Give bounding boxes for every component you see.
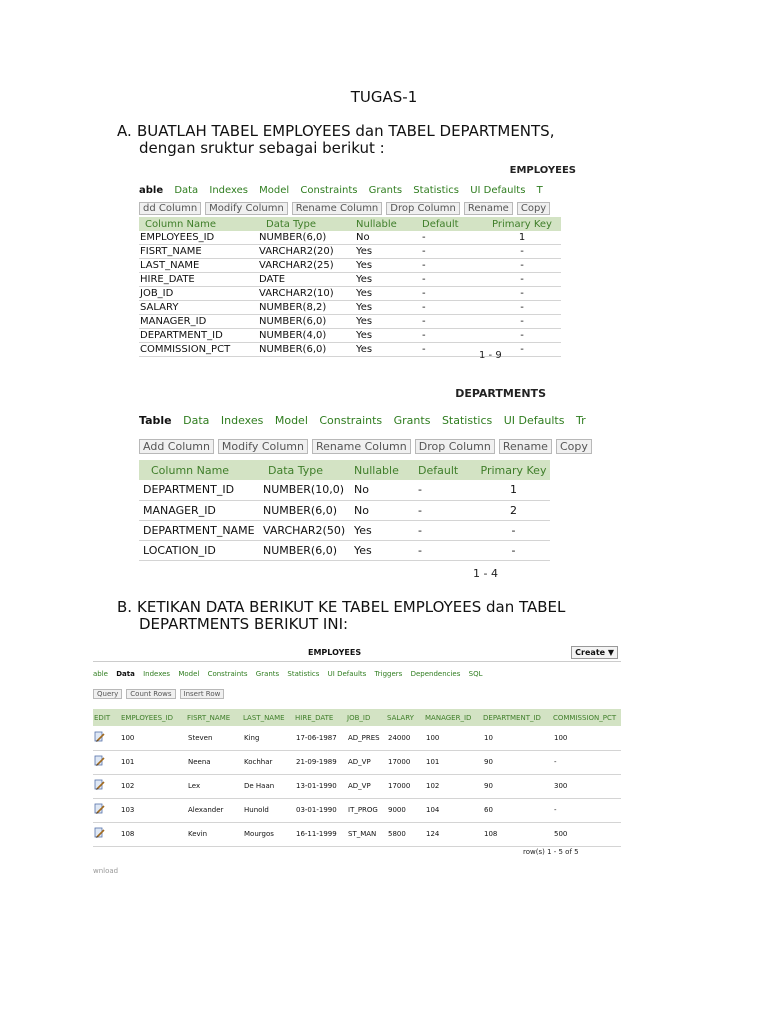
table-cell: 102 xyxy=(424,774,482,798)
table-cell: 2 xyxy=(477,500,550,520)
table-row xyxy=(139,480,550,500)
tab-triggers[interactable]: Triggers xyxy=(374,670,403,678)
table-cell: 16-11-1999 xyxy=(294,822,346,846)
table-cell: 17000 xyxy=(386,750,424,774)
tab-table[interactable]: able xyxy=(93,670,108,678)
table-cell: LOCATION_ID xyxy=(139,540,262,560)
tab-constraints[interactable]: Constraints xyxy=(207,670,248,678)
table-cell: 100 xyxy=(424,726,482,750)
table-cell: 1 xyxy=(483,231,561,245)
table-header-row xyxy=(139,460,550,480)
table-cell: NUMBER(6,0) xyxy=(258,315,355,329)
column-header: JOB_ID xyxy=(346,709,386,726)
table-cell: DEPARTMENT_ID xyxy=(139,480,262,500)
section-b-line1: KETIKAN DATA BERIKUT KE TABEL EMPLOYEES dan TABEL xyxy=(137,598,566,616)
table-cell: Yes xyxy=(355,259,421,273)
table-cell: 103 xyxy=(119,798,186,822)
edit-pencil-icon[interactable] xyxy=(94,827,106,839)
table-row xyxy=(93,750,621,774)
query-button[interactable]: Query xyxy=(93,689,122,699)
table-row xyxy=(93,726,621,750)
table-row xyxy=(93,774,621,798)
table-cell: - xyxy=(477,520,550,540)
section-a-line1: BUATLAH TABEL EMPLOYEES dan TABEL DEPARTMENTS, xyxy=(137,122,555,140)
table-cell: 17000 xyxy=(386,774,424,798)
column-header: Primary Key xyxy=(483,217,561,231)
column-header: Data Type xyxy=(262,460,353,480)
tab-model[interactable]: Model xyxy=(274,414,308,427)
table-cell: VARCHAR2(25) xyxy=(258,259,355,273)
edit-pencil-icon[interactable] xyxy=(94,803,106,815)
table-cell: 24000 xyxy=(386,726,424,750)
table-cell: Kevin xyxy=(186,822,242,846)
table-row xyxy=(139,540,550,560)
table-cell: SALARY xyxy=(139,301,258,315)
table-cell: - xyxy=(483,287,561,301)
copy-button[interactable]: Copy xyxy=(556,439,592,454)
employees-data-screenshot xyxy=(93,646,621,878)
table-cell: - xyxy=(483,245,561,259)
tab-table[interactable]: able xyxy=(139,185,164,196)
table-cell: NUMBER(6,0) xyxy=(258,231,355,245)
table-cell: - xyxy=(483,315,561,329)
tab-sql[interactable]: SQL xyxy=(468,670,483,678)
table-cell: Lex xyxy=(186,774,242,798)
tab-constraints[interactable]: Constraints xyxy=(300,185,358,196)
edit-pencil-icon[interactable] xyxy=(94,731,106,743)
employees-data-title: EMPLOYEES xyxy=(308,648,362,657)
edit-cell[interactable] xyxy=(93,726,119,750)
table-cell: No xyxy=(353,500,417,520)
table-cell: DEPARTMENT_NAME xyxy=(139,520,262,540)
employees-data-toolbar xyxy=(93,689,228,699)
table-cell: - xyxy=(421,301,483,315)
table-cell: Yes xyxy=(355,301,421,315)
section-b-line2: DEPARTMENTS BERIKUT INI: xyxy=(139,615,349,633)
tab-grants[interactable]: Grants xyxy=(368,185,403,196)
table-cell: 1 xyxy=(477,480,550,500)
column-header: EMPLOYEES_ID xyxy=(119,709,186,726)
column-header: LAST_NAME xyxy=(242,709,294,726)
table-cell: 101 xyxy=(424,750,482,774)
table-cell: NUMBER(8,2) xyxy=(258,301,355,315)
table-cell: Alexander xyxy=(186,798,242,822)
table-cell: 500 xyxy=(552,822,621,846)
table-cell: COMMISSION_PCT xyxy=(139,343,258,357)
employees-data-pager: row(s) 1 - 5 of 5 xyxy=(523,848,579,856)
table-cell: - xyxy=(421,245,483,259)
section-a-line2: dengan sruktur sebagai berikut : xyxy=(139,139,385,157)
table-cell: Neena xyxy=(186,750,242,774)
rename-column-button[interactable]: Rename Column xyxy=(312,439,411,454)
table-cell: HIRE_DATE xyxy=(139,273,258,287)
table-cell: No xyxy=(353,480,417,500)
tab-data[interactable]: Data xyxy=(174,185,199,196)
employees-data-table xyxy=(93,709,621,847)
table-cell: No xyxy=(355,231,421,245)
table-cell: - xyxy=(417,500,477,520)
edit-cell[interactable] xyxy=(93,774,119,798)
table-cell: - xyxy=(552,750,621,774)
table-row xyxy=(139,329,561,343)
edit-cell[interactable] xyxy=(93,750,119,774)
insert-row-button[interactable]: Insert Row xyxy=(180,689,225,699)
table-cell: MANAGER_ID xyxy=(139,315,258,329)
table-cell: MANAGER_ID xyxy=(139,500,262,520)
table-cell: 108 xyxy=(482,822,552,846)
table-cell: NUMBER(4,0) xyxy=(258,329,355,343)
table-cell: JOB_ID xyxy=(139,287,258,301)
table-cell: - xyxy=(421,315,483,329)
table-cell: 100 xyxy=(552,726,621,750)
table-row xyxy=(139,500,550,520)
tab-grants[interactable]: Grants xyxy=(255,670,280,678)
table-cell: - xyxy=(483,273,561,287)
table-cell: ST_MAN xyxy=(346,822,386,846)
column-header: Column Name xyxy=(139,217,258,231)
table-cell: - xyxy=(421,287,483,301)
table-cell: - xyxy=(477,540,550,560)
rename-button[interactable]: Rename xyxy=(464,202,513,215)
tab-statistics[interactable]: Statistics xyxy=(441,414,493,427)
table-cell: 102 xyxy=(119,774,186,798)
title-divider xyxy=(93,661,621,662)
tab-ui-defaults[interactable]: UI Defaults xyxy=(470,185,526,196)
tab-statistics[interactable]: Statistics xyxy=(287,670,320,678)
table-cell: - xyxy=(421,343,483,357)
table-cell: - xyxy=(417,540,477,560)
table-cell: 90 xyxy=(482,774,552,798)
column-header: SALARY xyxy=(386,709,424,726)
tab-triggers[interactable]: T xyxy=(536,185,543,196)
table-cell: Yes xyxy=(353,520,417,540)
column-header: FISRT_NAME xyxy=(186,709,242,726)
table-row xyxy=(93,822,621,846)
modify-column-button[interactable]: Modify Column xyxy=(205,202,288,215)
table-cell: 104 xyxy=(424,798,482,822)
table-cell: - xyxy=(483,259,561,273)
tab-ui-defaults[interactable]: UI Defaults xyxy=(327,670,367,678)
tab-table[interactable]: Table xyxy=(139,414,172,427)
section-a-heading xyxy=(117,123,554,157)
table-cell: Kochhar xyxy=(242,750,294,774)
table-cell: 13-01-1990 xyxy=(294,774,346,798)
departments-structure-pager: 1 - 4 xyxy=(473,567,498,580)
tab-model[interactable]: Model xyxy=(178,670,200,678)
departments-structure-table xyxy=(139,460,550,561)
modify-column-button[interactable]: Modify Column xyxy=(218,439,308,454)
tab-model[interactable]: Model xyxy=(259,185,290,196)
table-row xyxy=(139,315,561,329)
tab-constraints[interactable]: Constraints xyxy=(319,414,383,427)
section-b-heading xyxy=(117,599,565,633)
table-cell: 60 xyxy=(482,798,552,822)
table-cell: Mourgos xyxy=(242,822,294,846)
employees-structure-title: EMPLOYEES xyxy=(509,165,576,176)
table-cell: - xyxy=(552,798,621,822)
table-cell: 03-01-1990 xyxy=(294,798,346,822)
column-header: Default xyxy=(421,217,483,231)
rename-button[interactable]: Rename xyxy=(499,439,552,454)
edit-cell[interactable] xyxy=(93,798,119,822)
table-row xyxy=(139,231,561,245)
table-cell: - xyxy=(421,259,483,273)
tab-dependencies[interactable]: Dependencies xyxy=(410,670,461,678)
table-cell: Yes xyxy=(355,343,421,357)
table-cell: 300 xyxy=(552,774,621,798)
employees-structure-tabs xyxy=(139,185,551,196)
table-cell: FISRT_NAME xyxy=(139,245,258,259)
tab-grants[interactable]: Grants xyxy=(393,414,431,427)
table-cell: VARCHAR2(20) xyxy=(258,245,355,259)
column-header: Data Type xyxy=(258,217,355,231)
employees-structure-screenshot xyxy=(139,163,580,366)
tab-triggers[interactable]: Tr xyxy=(575,414,586,427)
tab-indexes[interactable]: Indexes xyxy=(209,185,248,196)
rename-column-button[interactable]: Rename Column xyxy=(292,202,383,215)
table-cell: 17-06-1987 xyxy=(294,726,346,750)
table-row xyxy=(139,245,561,259)
table-cell: EMPLOYEES_ID xyxy=(139,231,258,245)
table-cell: - xyxy=(417,480,477,500)
table-cell: 10 xyxy=(482,726,552,750)
departments-structure-tabs xyxy=(139,414,594,427)
table-cell: King xyxy=(242,726,294,750)
edit-pencil-icon[interactable] xyxy=(94,779,106,791)
table-cell: IT_PROG xyxy=(346,798,386,822)
table-cell: VARCHAR2(50) xyxy=(262,520,353,540)
tab-indexes[interactable]: Indexes xyxy=(220,414,264,427)
tab-data[interactable]: Data xyxy=(183,414,210,427)
table-cell: - xyxy=(421,329,483,343)
table-row xyxy=(139,301,561,315)
column-header: Default xyxy=(417,460,477,480)
table-cell: Yes xyxy=(355,315,421,329)
document-title: TUGAS-1 xyxy=(350,88,418,106)
section-b-letter: B. xyxy=(117,598,133,616)
table-cell: AD_PRES xyxy=(346,726,386,750)
table-cell: NUMBER(6,0) xyxy=(262,500,353,520)
table-cell: 90 xyxy=(482,750,552,774)
table-row xyxy=(139,273,561,287)
tab-ui-defaults[interactable]: UI Defaults xyxy=(503,414,565,427)
table-cell: - xyxy=(483,329,561,343)
table-cell: 21-09-1989 xyxy=(294,750,346,774)
tab-data[interactable]: Data xyxy=(116,670,135,678)
section-a-letter: A. xyxy=(117,122,132,140)
table-cell: AD_VP xyxy=(346,750,386,774)
departments-structure-title: DEPARTMENTS xyxy=(455,387,546,400)
column-header: EDIT xyxy=(93,709,119,726)
tab-indexes[interactable]: Indexes xyxy=(143,670,171,678)
table-cell: - xyxy=(417,520,477,540)
table-cell: DEPARTMENT_ID xyxy=(139,329,258,343)
table-cell: 108 xyxy=(119,822,186,846)
drop-column-button[interactable]: Drop Column xyxy=(415,439,495,454)
table-row xyxy=(139,287,561,301)
tab-statistics[interactable]: Statistics xyxy=(413,185,460,196)
departments-structure-toolbar xyxy=(139,439,596,454)
table-cell: 124 xyxy=(424,822,482,846)
table-cell: Yes xyxy=(355,329,421,343)
table-cell: 101 xyxy=(119,750,186,774)
column-header: HIRE_DATE xyxy=(294,709,346,726)
table-cell: Yes xyxy=(355,245,421,259)
table-cell: Yes xyxy=(355,287,421,301)
table-cell: NUMBER(6,0) xyxy=(258,343,355,357)
column-header: Nullable xyxy=(353,460,417,480)
drop-column-button[interactable]: Drop Column xyxy=(386,202,460,215)
add-column-button[interactable]: dd Column xyxy=(139,202,201,215)
download-link[interactable]: wnload xyxy=(93,867,119,875)
departments-structure-screenshot xyxy=(139,383,588,583)
table-row xyxy=(93,798,621,822)
column-header: MANAGER_ID xyxy=(424,709,482,726)
table-row xyxy=(139,520,550,540)
edit-cell[interactable] xyxy=(93,822,119,846)
edit-pencil-icon[interactable] xyxy=(94,755,106,767)
column-header: Primary Key xyxy=(477,460,550,480)
table-cell: 9000 xyxy=(386,798,424,822)
column-header: Nullable xyxy=(355,217,421,231)
table-cell: Yes xyxy=(353,540,417,560)
table-header-row xyxy=(139,217,561,231)
table-cell: 5800 xyxy=(386,822,424,846)
column-header: DEPARTMENT_ID xyxy=(482,709,552,726)
table-cell: LAST_NAME xyxy=(139,259,258,273)
copy-button[interactable]: Copy xyxy=(517,202,550,215)
employees-structure-toolbar xyxy=(139,202,554,215)
table-cell: AD_VP xyxy=(346,774,386,798)
employees-data-tabs xyxy=(93,670,488,678)
table-cell: - xyxy=(421,231,483,245)
table-row xyxy=(139,259,561,273)
table-header-row xyxy=(93,709,621,726)
table-cell: Hunold xyxy=(242,798,294,822)
table-cell: NUMBER(6,0) xyxy=(262,540,353,560)
employees-structure-pager: 1 - 9 xyxy=(479,350,502,361)
table-cell: DATE xyxy=(258,273,355,287)
table-cell: NUMBER(10,0) xyxy=(262,480,353,500)
employees-structure-table xyxy=(139,217,561,357)
table-cell: - xyxy=(483,301,561,315)
create-button[interactable]: Create ▼ xyxy=(571,646,618,659)
add-column-button[interactable]: Add Column xyxy=(139,439,214,454)
table-cell: De Haan xyxy=(242,774,294,798)
count-rows-button[interactable]: Count Rows xyxy=(126,689,175,699)
table-cell: - xyxy=(421,273,483,287)
column-header: Column Name xyxy=(139,460,262,480)
table-cell: VARCHAR2(10) xyxy=(258,287,355,301)
table-cell: 100 xyxy=(119,726,186,750)
table-cell: Steven xyxy=(186,726,242,750)
table-cell: - xyxy=(483,343,561,357)
column-header: COMMISSION_PCT xyxy=(552,709,621,726)
table-cell: Yes xyxy=(355,273,421,287)
